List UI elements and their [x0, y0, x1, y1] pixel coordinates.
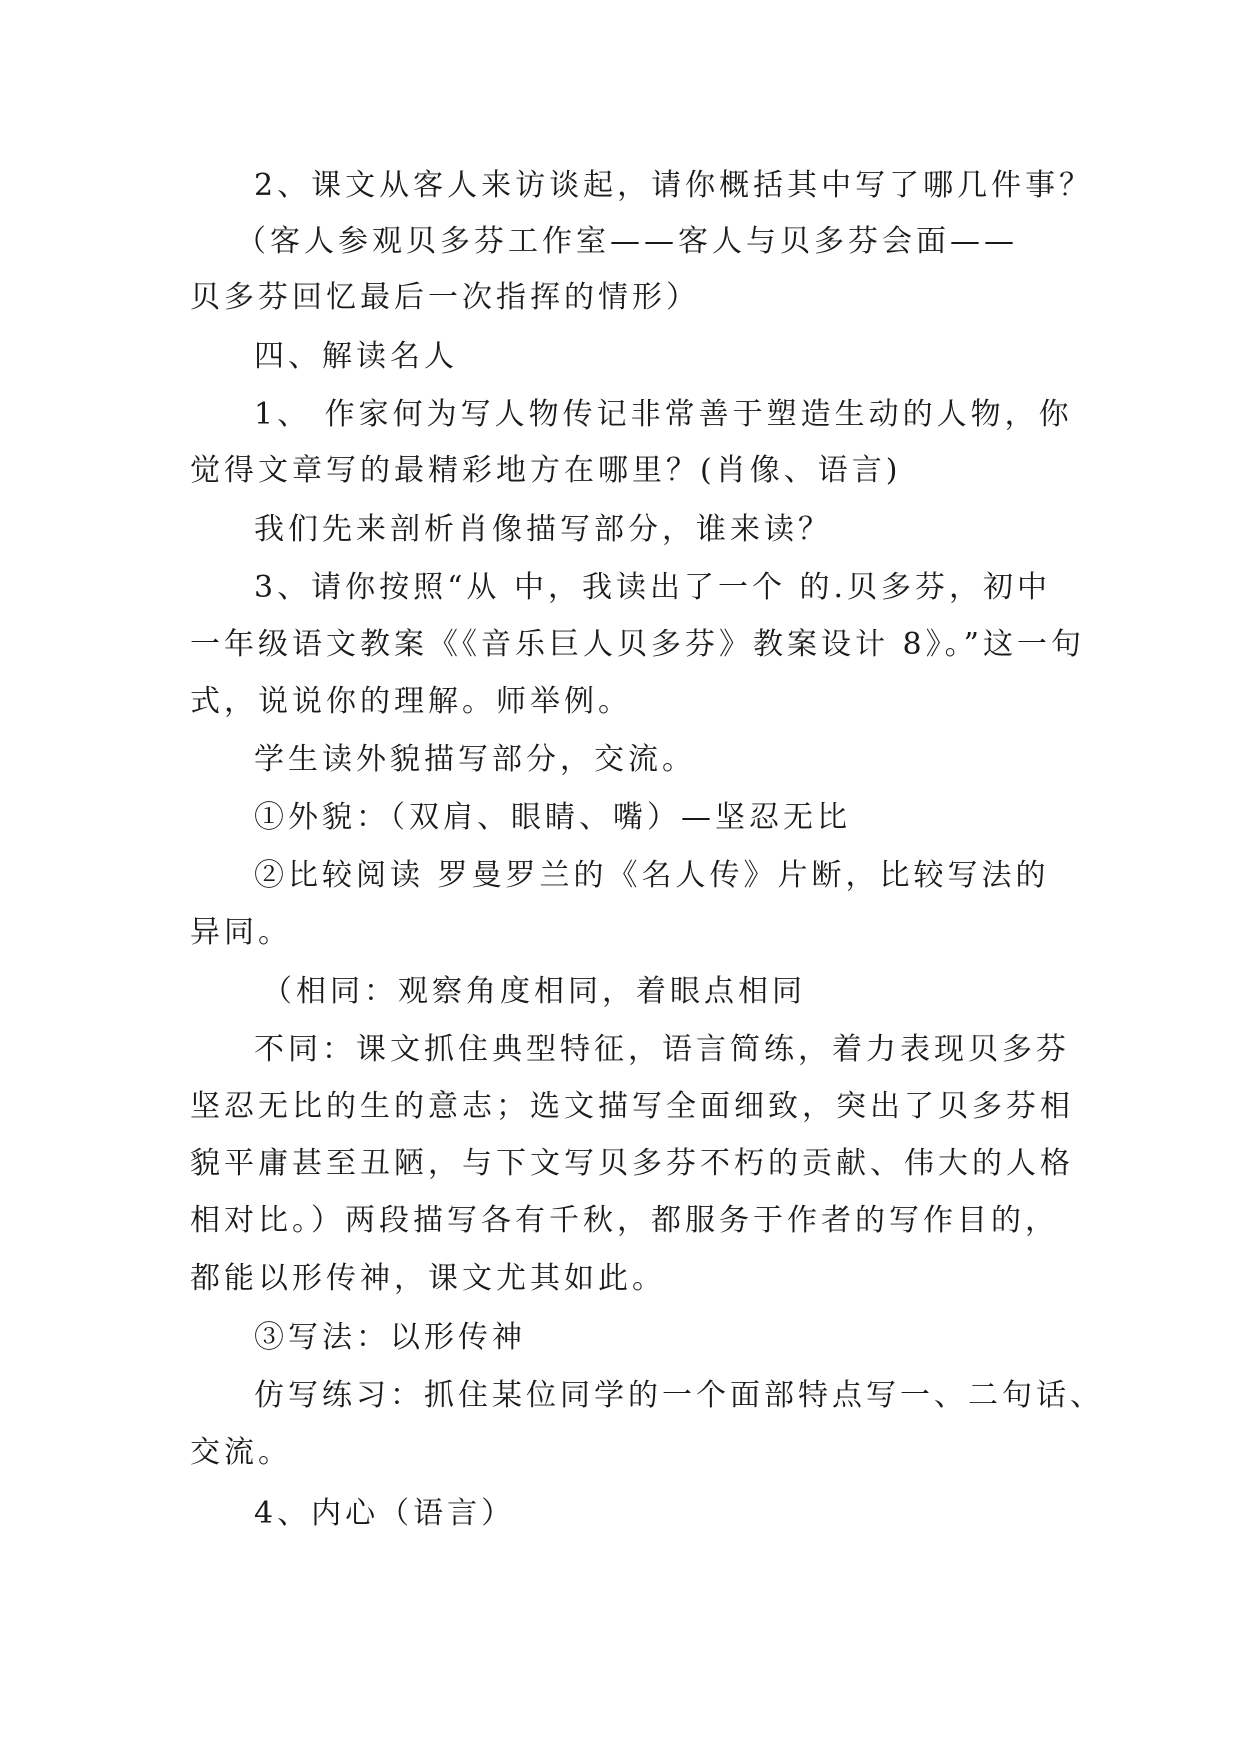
text-line: ③写法：以形传神: [254, 1320, 526, 1355]
text-line: 贝多芬回忆最后一次指挥的情形）: [190, 280, 700, 315]
text-line: 式，说说你的理解。师举例。: [190, 684, 632, 719]
text-line: 一年级语文教案《《音乐巨人贝多芬》教案设计 8》。”这一句: [190, 627, 1085, 662]
text-line: 不同：课文抓住典型特征，语言简练，着力表现贝多芬: [254, 1032, 1070, 1067]
text-line: 我们先来剖析肖像描写部分，谁来读？: [254, 512, 832, 547]
text-line: 4、内心（语言）: [254, 1496, 516, 1531]
text-line: 交流。: [190, 1435, 292, 1470]
text-line: ②比较阅读 罗曼罗兰的《名人传》片断，比较写法的: [254, 858, 1050, 893]
text-line: 貌平庸甚至丑陋，与下文写贝多芬不朽的贡献、伟大的人格: [190, 1146, 1074, 1181]
text-line: 3、请你按照“从 中，我读出了一个 的.贝多芬，初中: [254, 570, 1052, 605]
text-line: 坚忍无比的生的意志；选文描写全面细致，突出了贝多芬相: [190, 1089, 1074, 1124]
text-line: 相对比。）两段描写各有千秋，都服务于作者的写作目的，: [190, 1203, 1059, 1238]
text-line: 2、课文从客人来访谈起，请你概括其中写了哪几件事？: [254, 168, 1094, 203]
text-line: 1、 作家何为写人物传记非常善于塑造生动的人物，你: [254, 397, 1073, 432]
text-line: 都能以形传神，课文尤其如此。: [190, 1261, 666, 1296]
text-line: （相同：观察角度相同，着眼点相同: [262, 974, 806, 1009]
text-line: 觉得文章写的最精彩地方在哪里？(肖像、语言): [190, 453, 902, 488]
text-line: ①外貌：（双肩、眼睛、嘴）—坚忍无比: [254, 800, 851, 835]
text-line: （客人参观贝多芬工作室——客人与贝多芬会面——: [236, 224, 1018, 259]
text-line: 异同。: [190, 915, 292, 950]
text-line: 学生读外貌描写部分，交流。: [254, 742, 696, 777]
text-line: 仿写练习：抓住某位同学的一个面部特点写一、二句话、: [254, 1378, 1104, 1413]
section-heading: 四、解读名人: [254, 339, 458, 374]
